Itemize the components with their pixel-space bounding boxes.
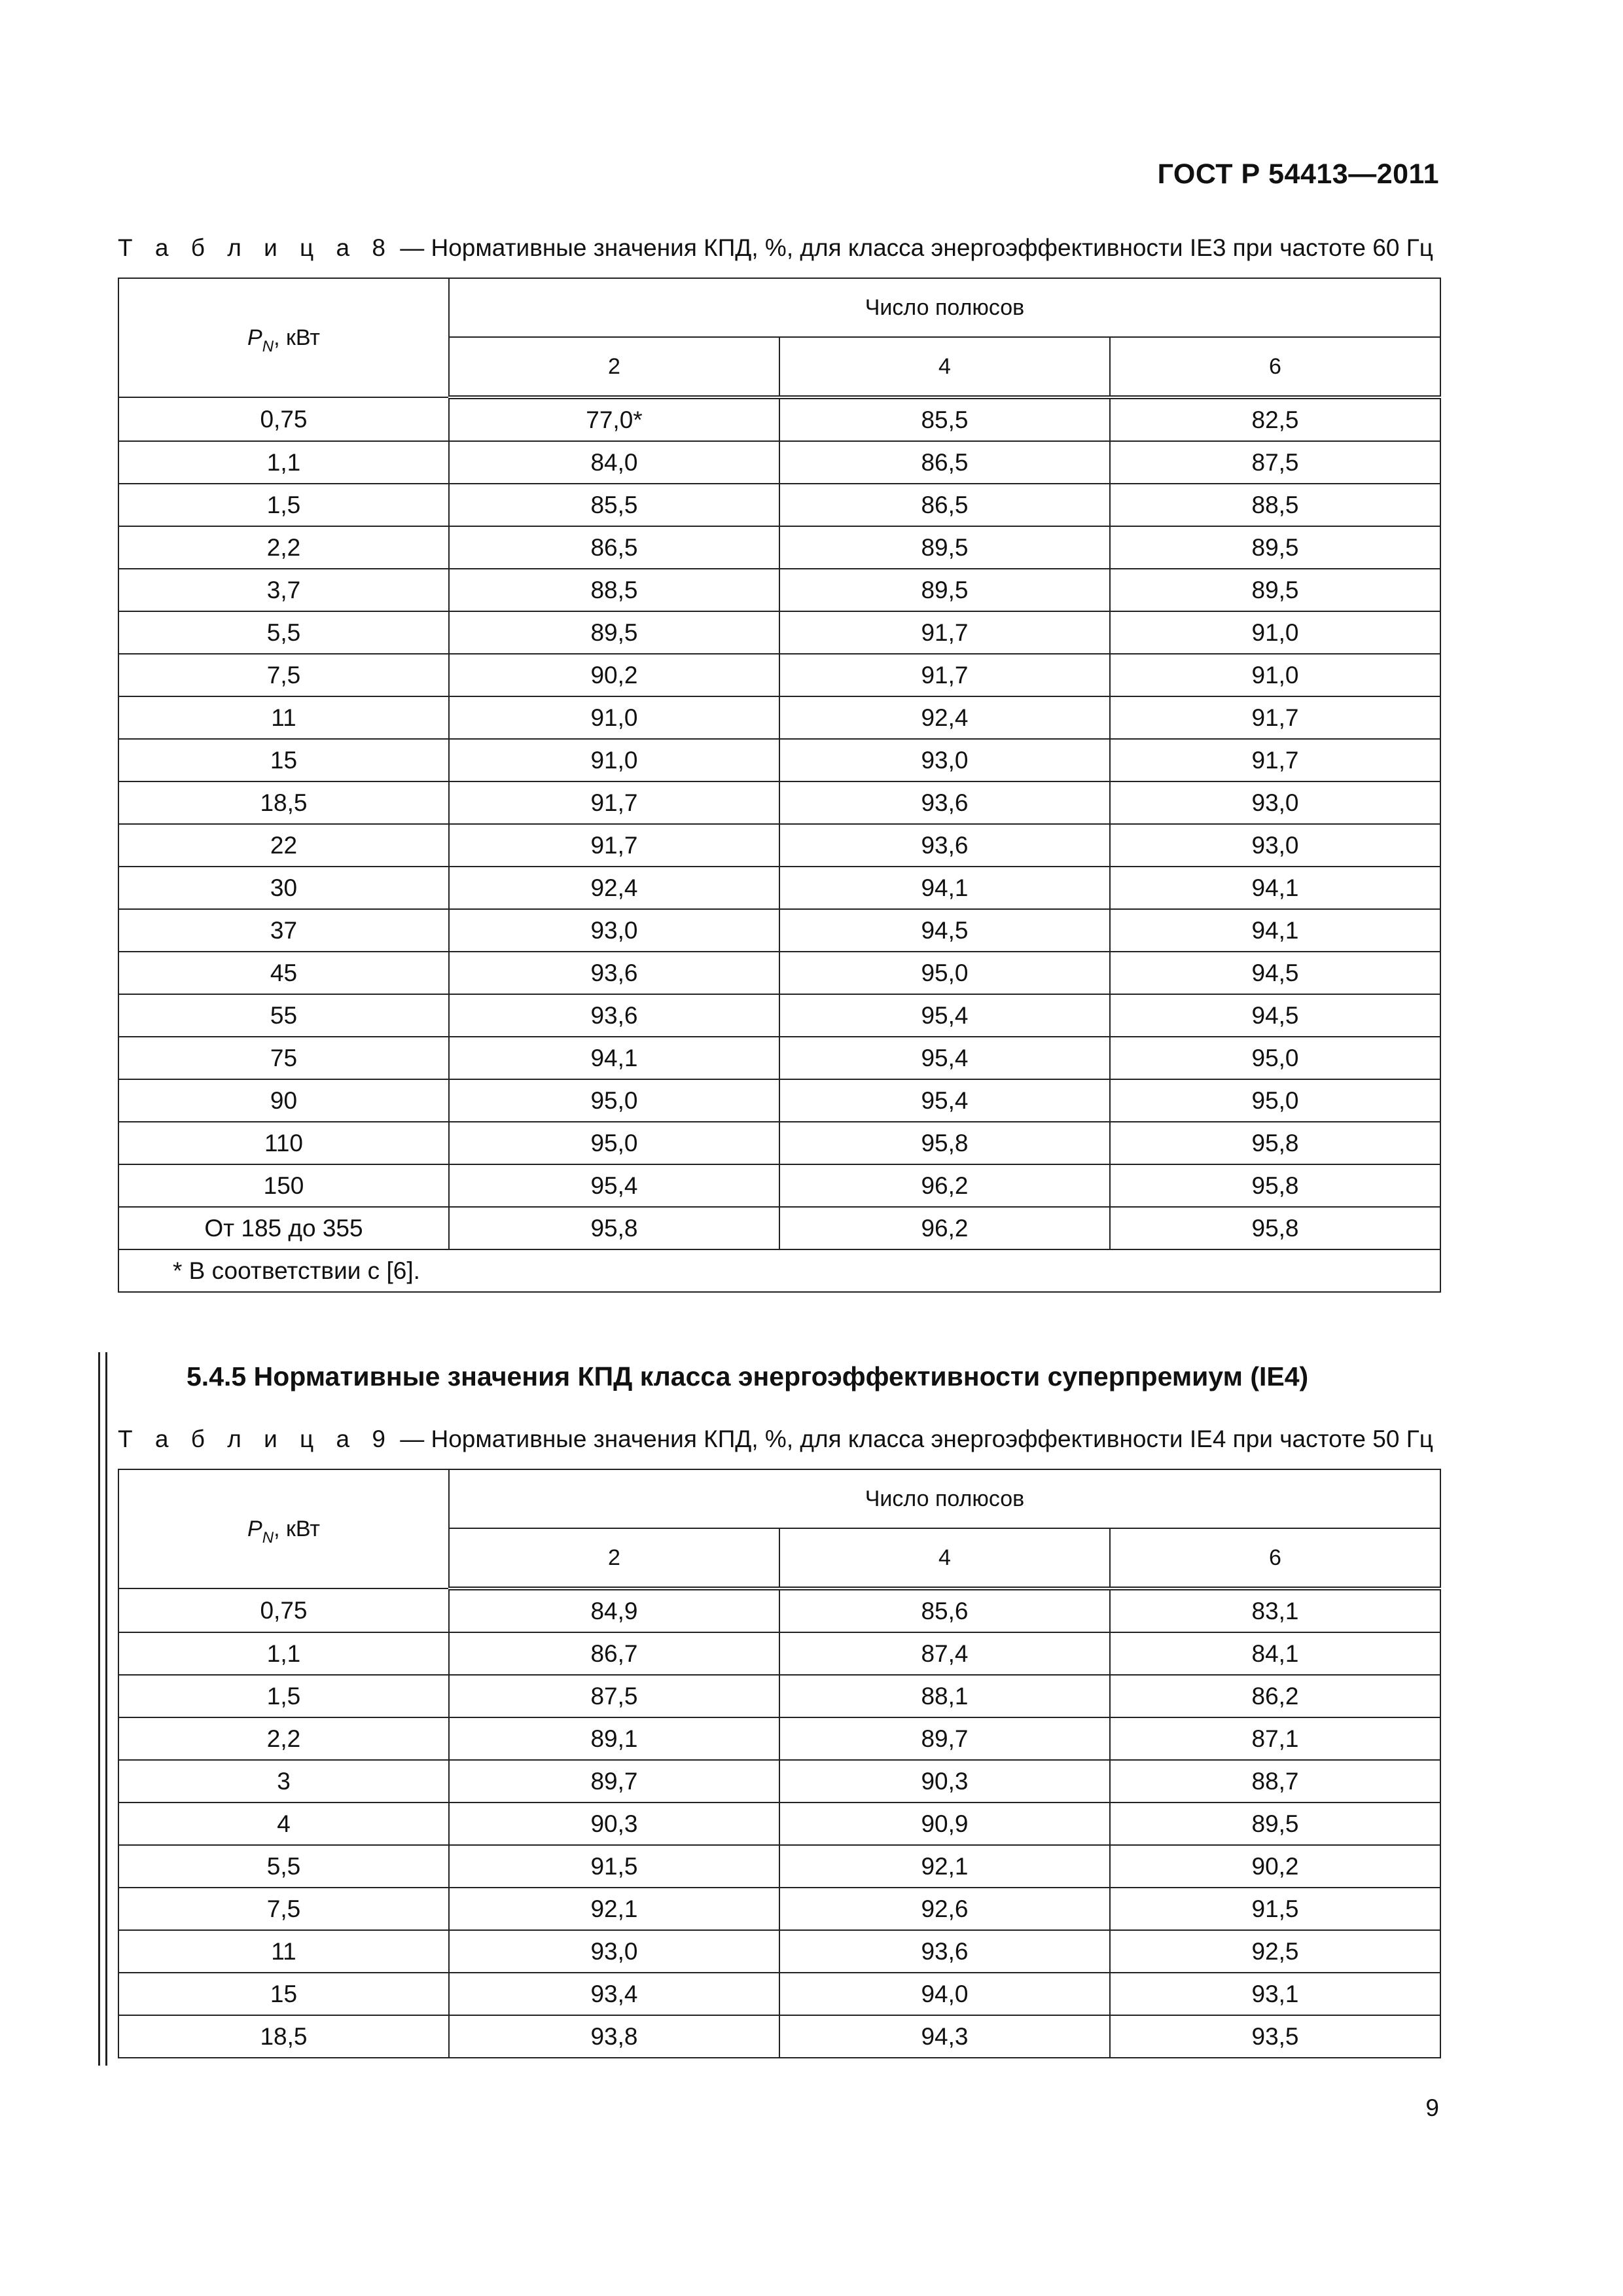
efficiency-cell: 95,8 (1110, 1122, 1440, 1164)
poles-header: Число полюсов (449, 278, 1440, 337)
efficiency-cell: 88,7 (1110, 1760, 1440, 1803)
efficiency-cell: 89,5 (449, 611, 779, 654)
efficiency-cell: 93,0 (1110, 781, 1440, 824)
table-row (118, 611, 1440, 654)
table-row (118, 952, 1440, 994)
table-row (118, 1930, 1440, 1973)
efficiency-cell: 89,7 (449, 1760, 779, 1803)
efficiency-cell: 91,7 (1110, 696, 1440, 739)
efficiency-cell: 93,4 (449, 1973, 779, 2015)
power-cell: 3,7 (118, 569, 449, 611)
efficiency-cell: 95,4 (779, 1037, 1110, 1079)
table-9-caption-text: — Нормативные значения КПД, %, для класса энергоэффективности IE4 при частоте 50 Гц (393, 1426, 1433, 1452)
efficiency-cell: 84,1 (1110, 1632, 1440, 1675)
efficiency-cell: 91,5 (1110, 1888, 1440, 1930)
efficiency-cell: 93,8 (449, 2015, 779, 2058)
table-row (118, 1632, 1440, 1675)
power-cell: 0,75 (118, 1588, 449, 1632)
table-row (118, 441, 1440, 484)
table-row (118, 1760, 1440, 1803)
table-row (118, 1717, 1440, 1760)
poles-4-header: 4 (779, 337, 1110, 397)
power-cell: 30 (118, 867, 449, 909)
efficiency-cell: 91,0 (1110, 611, 1440, 654)
table-row (118, 867, 1440, 909)
efficiency-cell: 93,6 (449, 952, 779, 994)
table-9 (118, 1469, 1441, 2058)
efficiency-cell: 92,4 (779, 696, 1110, 739)
table-8-caption (118, 234, 1505, 262)
efficiency-cell: 94,5 (1110, 994, 1440, 1037)
efficiency-cell: 92,1 (779, 1845, 1110, 1888)
table-row (118, 484, 1440, 526)
table-row (118, 994, 1440, 1037)
efficiency-cell: 95,0 (1110, 1037, 1440, 1079)
power-cell: 45 (118, 952, 449, 994)
table-row (118, 1079, 1440, 1122)
power-cell: 1,1 (118, 1632, 449, 1675)
table-8 (118, 278, 1441, 1293)
efficiency-cell: 86,5 (779, 441, 1110, 484)
table-row (118, 397, 1440, 441)
efficiency-cell: 90,3 (449, 1803, 779, 1845)
table-row (118, 1675, 1440, 1717)
efficiency-cell: 91,7 (449, 781, 779, 824)
table-9-body (118, 1588, 1440, 2058)
power-cell: 110 (118, 1122, 449, 1164)
efficiency-cell: 91,7 (449, 824, 779, 867)
efficiency-cell: 83,1 (1110, 1588, 1440, 1632)
efficiency-cell: 89,7 (779, 1717, 1110, 1760)
page-number: 9 (1425, 2094, 1439, 2121)
efficiency-cell: 94,1 (1110, 867, 1440, 909)
efficiency-cell: 93,0 (1110, 824, 1440, 867)
efficiency-cell: 86,5 (449, 526, 779, 569)
efficiency-cell: 89,5 (1110, 569, 1440, 611)
power-cell: От 185 до 355 (118, 1207, 449, 1249)
efficiency-cell: 91,7 (779, 611, 1110, 654)
efficiency-cell: 89,5 (779, 569, 1110, 611)
efficiency-cell: 88,5 (1110, 484, 1440, 526)
power-cell: 3 (118, 1760, 449, 1803)
efficiency-cell: 77,0* (449, 397, 779, 441)
poles-2-header: 2 (449, 1528, 779, 1588)
table-row (118, 1845, 1440, 1888)
efficiency-cell: 95,8 (779, 1122, 1110, 1164)
efficiency-cell: 86,2 (1110, 1675, 1440, 1717)
table-row (118, 739, 1440, 781)
power-cell: 18,5 (118, 2015, 449, 2058)
efficiency-cell: 91,0 (449, 696, 779, 739)
efficiency-cell: 86,5 (779, 484, 1110, 526)
efficiency-cell: 95,8 (1110, 1164, 1440, 1207)
section-heading: 5.4.5 Нормативные значения КПД класса энергоэффективности суперпремиум (IE4) (187, 1361, 1309, 1391)
efficiency-cell: 85,6 (779, 1588, 1110, 1632)
efficiency-cell: 91,7 (1110, 739, 1440, 781)
efficiency-cell: 90,2 (449, 654, 779, 696)
efficiency-cell: 95,4 (779, 994, 1110, 1037)
efficiency-cell: 90,2 (1110, 1845, 1440, 1888)
efficiency-cell: 94,5 (779, 909, 1110, 952)
poles-header: Число полюсов (449, 1469, 1440, 1528)
poles-6-header: 6 (1110, 1528, 1440, 1588)
efficiency-cell: 88,5 (449, 569, 779, 611)
table-row (118, 2015, 1440, 2058)
efficiency-cell: 93,0 (449, 909, 779, 952)
power-cell: 5,5 (118, 611, 449, 654)
power-cell: 15 (118, 739, 449, 781)
poles-4-header: 4 (779, 1528, 1110, 1588)
efficiency-cell: 85,5 (449, 484, 779, 526)
power-cell: 15 (118, 1973, 449, 2015)
efficiency-cell: 95,0 (449, 1122, 779, 1164)
power-cell: 2,2 (118, 1717, 449, 1760)
efficiency-cell: 93,6 (779, 824, 1110, 867)
power-column-header: $P_N$, кВт (118, 1469, 449, 1588)
table-8-footnote: * В соответствии с [6]. (118, 1249, 1440, 1292)
efficiency-cell: 95,0 (1110, 1079, 1440, 1122)
document-code: ГОСТ Р 54413—2011 (1157, 158, 1439, 190)
power-cell: 11 (118, 1930, 449, 1973)
efficiency-cell: 90,3 (779, 1760, 1110, 1803)
efficiency-cell: 95,8 (449, 1207, 779, 1249)
power-column-header: $P_N$, кВт (118, 278, 449, 397)
table-8-body (118, 397, 1440, 1249)
efficiency-cell: 93,1 (1110, 1973, 1440, 2015)
power-cell: 22 (118, 824, 449, 867)
efficiency-cell: 84,0 (449, 441, 779, 484)
table-row (118, 1122, 1440, 1164)
efficiency-cell: 94,1 (449, 1037, 779, 1079)
power-cell: 75 (118, 1037, 449, 1079)
table-row (118, 1803, 1440, 1845)
table-row (118, 909, 1440, 952)
table-row (118, 1164, 1440, 1207)
efficiency-cell: 93,6 (779, 781, 1110, 824)
power-cell: 18,5 (118, 781, 449, 824)
power-cell: 11 (118, 696, 449, 739)
poles-6-header: 6 (1110, 337, 1440, 397)
table-9-caption-label: Т а б л и ц а 9 (118, 1426, 393, 1452)
efficiency-cell: 95,4 (779, 1079, 1110, 1122)
power-cell: 4 (118, 1803, 449, 1845)
efficiency-cell: 94,0 (779, 1973, 1110, 2015)
revision-bar (98, 1352, 107, 2066)
efficiency-cell: 94,1 (1110, 909, 1440, 952)
table-row (118, 696, 1440, 739)
efficiency-cell: 84,9 (449, 1588, 779, 1632)
power-cell: 5,5 (118, 1845, 449, 1888)
efficiency-cell: 94,3 (779, 2015, 1110, 2058)
efficiency-cell: 89,5 (1110, 526, 1440, 569)
table-row (118, 1037, 1440, 1079)
efficiency-cell: 91,7 (779, 654, 1110, 696)
power-cell: 90 (118, 1079, 449, 1122)
efficiency-cell: 93,0 (449, 1930, 779, 1973)
efficiency-cell: 96,2 (779, 1207, 1110, 1249)
efficiency-cell: 82,5 (1110, 397, 1440, 441)
efficiency-cell: 91,5 (449, 1845, 779, 1888)
poles-2-header: 2 (449, 337, 779, 397)
efficiency-cell: 95,8 (1110, 1207, 1440, 1249)
power-cell: 150 (118, 1164, 449, 1207)
efficiency-cell: 95,0 (449, 1079, 779, 1122)
power-cell: 37 (118, 909, 449, 952)
efficiency-cell: 87,5 (1110, 441, 1440, 484)
efficiency-cell: 87,1 (1110, 1717, 1440, 1760)
table-row (118, 824, 1440, 867)
table-row (118, 1888, 1440, 1930)
efficiency-cell: 89,1 (449, 1717, 779, 1760)
efficiency-cell: 87,4 (779, 1632, 1110, 1675)
efficiency-cell: 92,4 (449, 867, 779, 909)
power-cell: 2,2 (118, 526, 449, 569)
power-cell: 1,5 (118, 484, 449, 526)
efficiency-cell: 85,5 (779, 397, 1110, 441)
table-row (118, 569, 1440, 611)
efficiency-cell: 92,5 (1110, 1930, 1440, 1973)
efficiency-cell: 89,5 (1110, 1803, 1440, 1845)
efficiency-cell: 96,2 (779, 1164, 1110, 1207)
efficiency-cell: 93,6 (779, 1930, 1110, 1973)
table-9-caption (118, 1426, 1505, 1453)
power-cell: 7,5 (118, 1888, 449, 1930)
table-row (118, 1973, 1440, 2015)
efficiency-cell: 89,5 (779, 526, 1110, 569)
efficiency-cell: 86,7 (449, 1632, 779, 1675)
table-8-caption-label: Т а б л и ц а 8 (118, 234, 393, 261)
efficiency-cell: 92,1 (449, 1888, 779, 1930)
power-cell: 0,75 (118, 397, 449, 441)
power-cell: 1,1 (118, 441, 449, 484)
power-cell: 7,5 (118, 654, 449, 696)
efficiency-cell: 91,0 (449, 739, 779, 781)
efficiency-cell: 88,1 (779, 1675, 1110, 1717)
efficiency-cell: 95,4 (449, 1164, 779, 1207)
efficiency-cell: 93,5 (1110, 2015, 1440, 2058)
efficiency-cell: 91,0 (1110, 654, 1440, 696)
table-row (118, 1207, 1440, 1249)
efficiency-cell: 94,1 (779, 867, 1110, 909)
power-cell: 55 (118, 994, 449, 1037)
power-cell: 1,5 (118, 1675, 449, 1717)
efficiency-cell: 93,6 (449, 994, 779, 1037)
efficiency-cell: 94,5 (1110, 952, 1440, 994)
table-row (118, 1588, 1440, 1632)
efficiency-cell: 93,0 (779, 739, 1110, 781)
table-row (118, 654, 1440, 696)
table-8-caption-text: — Нормативные значения КПД, %, для класса энергоэффективности IE3 при частоте 60 Гц (393, 234, 1433, 261)
table-row (118, 781, 1440, 824)
efficiency-cell: 87,5 (449, 1675, 779, 1717)
table-row (118, 526, 1440, 569)
efficiency-cell: 95,0 (779, 952, 1110, 994)
efficiency-cell: 92,6 (779, 1888, 1110, 1930)
efficiency-cell: 90,9 (779, 1803, 1110, 1845)
